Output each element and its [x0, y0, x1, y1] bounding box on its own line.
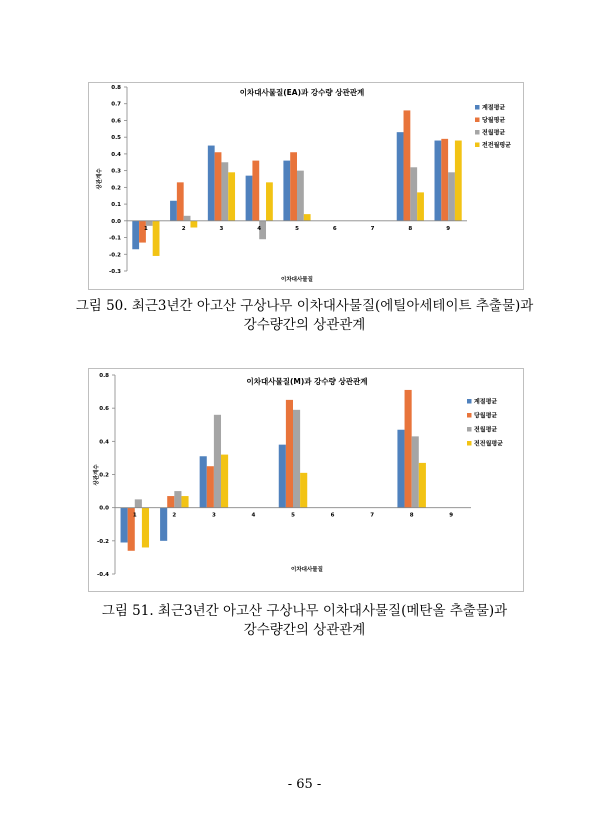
bar-4-cat-5: [300, 473, 307, 508]
y-tick-label: 0.4: [99, 439, 109, 446]
y-tick-label: 0.5: [111, 135, 121, 142]
bar-2-cat-9: [441, 139, 448, 221]
chart-title: 이차대사물질(EA)과 강수량 상관관계: [239, 88, 365, 97]
bar-3-cat-8: [412, 436, 419, 507]
legend-swatch: [467, 399, 472, 404]
figure-50-caption: [0, 297, 609, 335]
y-axis-label: 상관계수: [97, 168, 103, 190]
figure-51-caption-line-2: 강수량간의 상관관계: [243, 622, 366, 638]
bar-3-cat-3: [221, 162, 228, 221]
bar-3-cat-9: [448, 172, 455, 221]
y-tick-label: -0.4: [96, 572, 109, 578]
chart-title: 이차대사물질(M)과 강수량 상관관계: [246, 377, 368, 386]
x-tick-label: 7: [370, 512, 375, 519]
legend-swatch: [475, 143, 480, 148]
legend-swatch: [467, 441, 472, 446]
bar-chart-ea: [89, 83, 523, 289]
bar-4-cat-1: [142, 508, 149, 548]
x-tick-label: 3: [211, 512, 216, 519]
bar-2-cat-3: [215, 152, 222, 221]
y-tick-label: 0.6: [99, 406, 109, 413]
bar-1-cat-9: [435, 141, 442, 221]
legend-label: 전월평균: [482, 129, 506, 137]
bar-3-cat-3: [214, 415, 221, 508]
y-tick-label: 0.0: [99, 505, 109, 512]
legend-label: 당월평균: [474, 412, 498, 420]
bar-3-cat-2: [184, 216, 191, 221]
y-tick-label: 0.1: [111, 202, 121, 209]
y-tick-label: 0.6: [111, 118, 121, 125]
bar-2-cat-2: [177, 182, 184, 220]
bar-4-cat-8: [419, 463, 426, 508]
x-axis-label: 이차대사물질: [291, 567, 323, 573]
legend-label: 전월평균: [474, 426, 498, 434]
x-tick-label: 8: [408, 225, 413, 232]
x-tick-label: 6: [332, 225, 337, 232]
bar-2-cat-5: [290, 152, 297, 221]
bar-1-cat-4: [246, 176, 253, 221]
legend-swatch: [475, 118, 480, 123]
bar-1-cat-3: [200, 456, 207, 507]
x-tick-label: 4: [257, 225, 262, 232]
bar-4-cat-4: [266, 182, 273, 220]
x-tick-label: 1: [143, 225, 148, 232]
y-tick-label: 0.4: [111, 151, 121, 158]
x-axis-label: 이차대사물질: [281, 277, 313, 283]
bar-1-cat-3: [208, 146, 215, 221]
bar-1-cat-8: [397, 132, 404, 221]
bar-1-cat-2: [160, 508, 167, 541]
legend-label: 전전월평균: [482, 142, 511, 149]
x-tick-label: 3: [219, 225, 224, 232]
bar-2-cat-3: [207, 466, 214, 507]
y-tick-label: 0.8: [99, 373, 109, 379]
x-tick-label: 7: [370, 225, 375, 232]
figure-50-caption-line-1: 그림 50. 최근3년간 아고산 구상나무 이차대사물질(에틸아세테이트 추출물)과: [75, 298, 534, 314]
x-tick-label: 9: [449, 512, 454, 519]
y-axis-label: 상관계수: [94, 464, 100, 486]
bar-4-cat-8: [417, 192, 424, 220]
bar-4-cat-1: [153, 221, 160, 256]
chart-figure-50: [88, 82, 524, 290]
bar-1-cat-2: [170, 201, 177, 221]
x-tick-label: 5: [291, 512, 295, 519]
bar-3-cat-2: [174, 491, 181, 508]
figure-51-caption: [0, 602, 609, 640]
legend-label: 계절평균: [482, 104, 506, 112]
figure-51-caption-line-1: 그림 51. 최근3년간 아고산 구상나무 이차대사물질(메탄올 추출물)과: [101, 603, 508, 619]
x-tick-label: 2: [172, 512, 177, 519]
bar-2-cat-2: [167, 496, 174, 508]
bar-1-cat-8: [397, 430, 404, 508]
bar-1-cat-1: [132, 221, 139, 249]
y-tick-label: -0.1: [108, 235, 121, 242]
bar-4-cat-5: [304, 214, 311, 221]
bar-3-cat-5: [293, 410, 300, 508]
y-tick-label: -0.3: [108, 269, 121, 275]
bar-4-cat-3: [228, 172, 235, 221]
legend-swatch: [475, 130, 480, 135]
page-number: - 65 -: [287, 777, 322, 792]
legend-label: 당월평균: [482, 117, 506, 124]
bar-1-cat-5: [283, 161, 290, 221]
legend-label: 계절평균: [474, 398, 498, 406]
bar-4-cat-2: [190, 221, 197, 228]
bar-3-cat-5: [297, 171, 304, 221]
x-tick-label: 6: [330, 512, 335, 519]
bar-2-cat-4: [252, 161, 259, 221]
y-tick-label: 0.3: [111, 168, 121, 175]
legend-swatch: [467, 413, 472, 418]
y-tick-label: 0.7: [111, 101, 121, 108]
bar-chart-m: [89, 369, 523, 591]
bar-3-cat-1: [135, 499, 142, 507]
x-tick-label: 4: [251, 512, 256, 519]
y-tick-label: 0.8: [111, 85, 121, 91]
legend-label: 전전월평균: [474, 440, 503, 448]
y-tick-label: -0.2: [108, 252, 121, 259]
y-tick-label: 0.2: [99, 472, 109, 479]
x-tick-label: 5: [295, 225, 299, 232]
y-tick-label: 0.2: [111, 185, 121, 192]
chart-figure-51: [88, 368, 524, 592]
legend-swatch: [475, 105, 480, 110]
y-tick-label: -0.2: [96, 538, 109, 545]
bar-1-cat-5: [279, 445, 286, 508]
y-tick-label: 0.0: [111, 218, 121, 225]
x-tick-label: 8: [409, 512, 414, 519]
figure-50-caption-line-2: 강수량간의 상관관계: [243, 317, 366, 333]
bar-3-cat-8: [410, 167, 417, 221]
bar-2-cat-8: [404, 110, 411, 220]
legend-swatch: [467, 427, 472, 432]
bar-2-cat-8: [405, 390, 412, 508]
bar-4-cat-3: [221, 455, 228, 508]
bar-4-cat-9: [455, 141, 462, 221]
bar-2-cat-5: [286, 400, 293, 508]
bar-4-cat-2: [181, 496, 188, 508]
bar-1-cat-1: [121, 508, 128, 543]
x-tick-label: 9: [446, 225, 451, 232]
x-tick-label: 2: [181, 225, 186, 232]
x-tick-label: 1: [132, 512, 137, 519]
